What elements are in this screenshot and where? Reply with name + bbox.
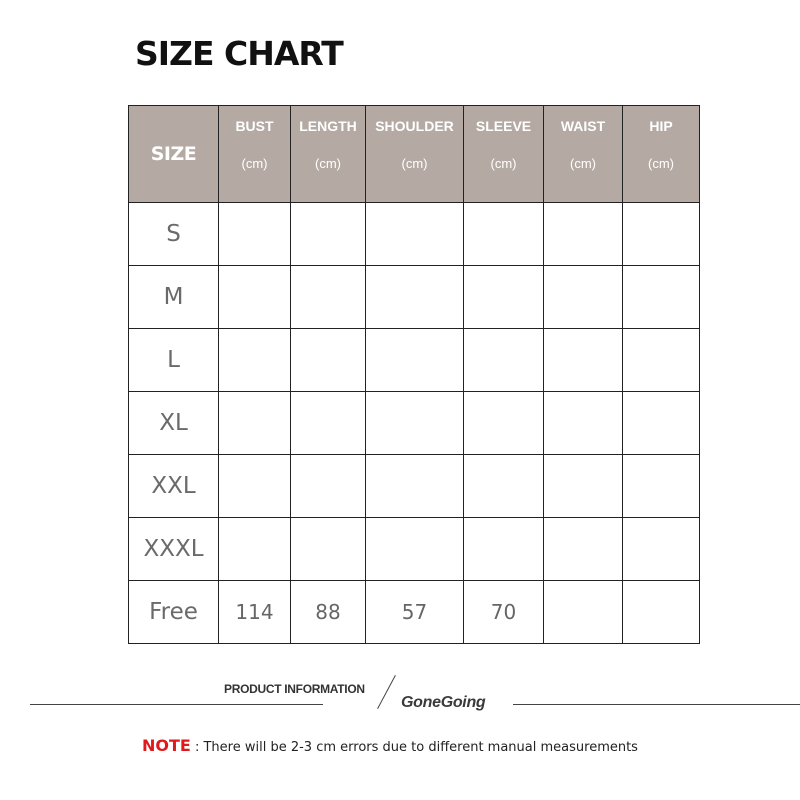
column-name: WAIST [560,118,606,134]
column-name: LENGTH [299,118,357,134]
size-row [129,581,700,644]
size-chart-table [128,105,700,644]
measurement-cell [291,266,366,329]
measurement-cell [464,203,544,266]
measurement-cell [291,518,366,581]
measurement-cell [366,392,464,455]
measurement-cell [219,392,291,455]
measurement-cell: 57 [366,581,464,644]
measurement-cell [366,518,464,581]
measurement-cell [219,203,291,266]
measurement-cell [291,203,366,266]
size-rows [129,203,700,644]
measurement-cell [291,329,366,392]
measurement-cell [366,329,464,392]
header-bust [219,106,291,203]
note [142,736,638,755]
note-label: NOTE [142,736,191,755]
measurement-cell [623,329,700,392]
measurement-cell [464,518,544,581]
column-name: HIP [649,118,673,134]
measurement-cell [366,203,464,266]
header-row [129,106,700,203]
measurement-cell [219,518,291,581]
header-shoulder [366,106,464,203]
size-label: Free [129,581,219,644]
measurement-cell [544,203,623,266]
measurement-cell [544,392,623,455]
size-row [129,329,700,392]
column-name: SHOULDER [375,118,454,134]
measurement-cell [544,518,623,581]
size-row [129,266,700,329]
column-unit: (cm) [315,156,341,171]
size-row [129,392,700,455]
column-unit: (cm) [648,156,674,171]
measurement-cell: 114 [219,581,291,644]
column-name: BUST [235,118,274,134]
page-title: SIZE CHART [135,34,343,73]
column-name: SLEEVE [475,118,532,134]
measurement-cell [366,455,464,518]
brand-logo: GoneGoing [401,694,486,711]
size-label: S [129,203,219,266]
slash-divider [377,675,396,709]
header-waist [544,106,623,203]
measurement-cell [464,266,544,329]
measurement-cell [291,392,366,455]
measurement-cell: 70 [464,581,544,644]
measurement-cell [544,329,623,392]
header-size: SIZE [129,106,219,203]
size-label: XXL [129,455,219,518]
column-unit: (cm) [490,156,517,171]
divider-left [30,704,323,705]
header-hip [623,106,700,203]
measurement-cell [623,203,700,266]
measurement-cell [219,329,291,392]
measurement-cell [544,266,623,329]
measurement-cell [623,266,700,329]
measurement-cell [623,455,700,518]
column-unit: (cm) [241,156,268,171]
measurement-cell [219,266,291,329]
divider-right [513,704,800,705]
measurement-cell [623,518,700,581]
measurement-cell [544,455,623,518]
header-sleeve [464,106,544,203]
size-row [129,455,700,518]
size-row [129,518,700,581]
measurement-cell [464,329,544,392]
product-information-label: PRODUCT INFORMATION [224,682,365,696]
measurement-cell [219,455,291,518]
note-text: : There will be 2-3 cm errors due to different manual measurements [190,740,638,755]
size-label: M [129,266,219,329]
measurement-cell [544,581,623,644]
measurement-cell: 88 [291,581,366,644]
measurement-cell [464,392,544,455]
size-label: XXXL [129,518,219,581]
measurement-cell [291,455,366,518]
measurement-cell [623,581,700,644]
header-length [291,106,366,203]
size-row [129,203,700,266]
column-unit: (cm) [401,156,428,171]
measurement-cell [464,455,544,518]
measurement-cell [366,266,464,329]
size-label: L [129,329,219,392]
size-label: XL [129,392,219,455]
column-unit: (cm) [570,156,596,171]
measurement-cell [623,392,700,455]
